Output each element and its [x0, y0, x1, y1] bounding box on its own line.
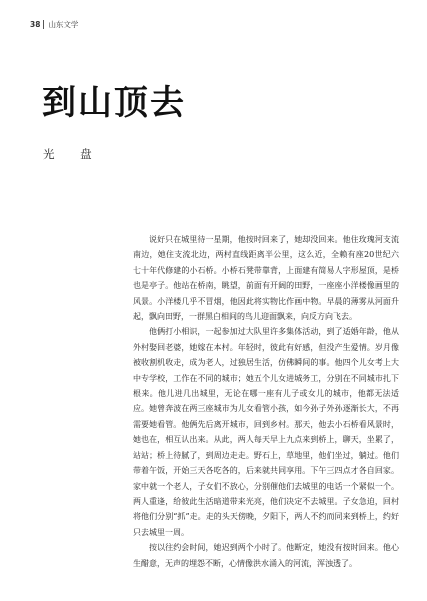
- paragraph: 他俩打小相识，一起参加过大队里许多集体活动，到了适婚年龄，他从外村娶回老婆，她嫁在本村。年轻时，彼此有好感，但没产生爱情。岁月像被收割机收走，成为老人，过独居生活，仿佛瞬间的事。他四个儿女考上大中专学校，工作在不同的城市；她五个儿女进城务工，分别在不同城市扎下根来。他儿进几出城里，无论在哪一座有儿子或女儿的城市，他都无法适应。她曾奔波在两三座城市为儿女看管小孩，如今孙子外孙逐渐长大，不再需要她看管。他俩先后离开城市，回到乡村。那天，他去小石桥看风景时，她也在，相互认出来。从此，两人每天早上九点来到桥上，聊天，坐累了，站站；桥上待腻了，到周边走走。野石上，草地里，他们坐过，躺过。他们带着午饭，开始三天各吃各的，后来就共同享用。下午三四点才各自回家。家中就一个老人，子女们不放心，分别催他们去城里的电话一个紧似一个。两人重逢，给彼此生活暗道带来光亮，他们决定不去城里。子女急迫，回村将他们分别“抓”走。走的头天傍晚，夕阳下，两人不约而同来到桥上，约好只去城里一周。: [133, 327, 399, 537]
- journal-name: 山东文学: [48, 19, 79, 29]
- article-body: [133, 232, 399, 571]
- page-number: 38: [30, 19, 41, 29]
- paragraph: 按以往约会时间，她迟到两个小时了。他断定，她没有按时回来。他心生醋意，无声的埋怨不断，心情像洪水涌入的河流，浑浊透了。: [133, 543, 399, 568]
- article-author: 光 盘: [43, 147, 103, 161]
- header-divider: [43, 20, 44, 29]
- paragraph: 说好只在城里待一星期，他按时回来了，她却没回来。他住玫瑰河支流南边，她住支流北边，两村直线距离半公里，这么近，全赖有座20世纪六七十年代修建的小石桥。小桥石凳带靠背，上面建有简易人字形屋顶，是桥也是亭子。他站在桥南，眺望，前面有开阔的田野，一座座小洋楼像画里的风景。小洋楼几乎不冒烟，他因此将实物比作画中物。早晨的薄雾从河面升起，飘向田野，一群黑白相间的鸟儿迎面飘来，向反方向飞去。: [133, 235, 399, 322]
- article-title: 到山顶去: [42, 83, 186, 123]
- running-header: [30, 18, 78, 30]
